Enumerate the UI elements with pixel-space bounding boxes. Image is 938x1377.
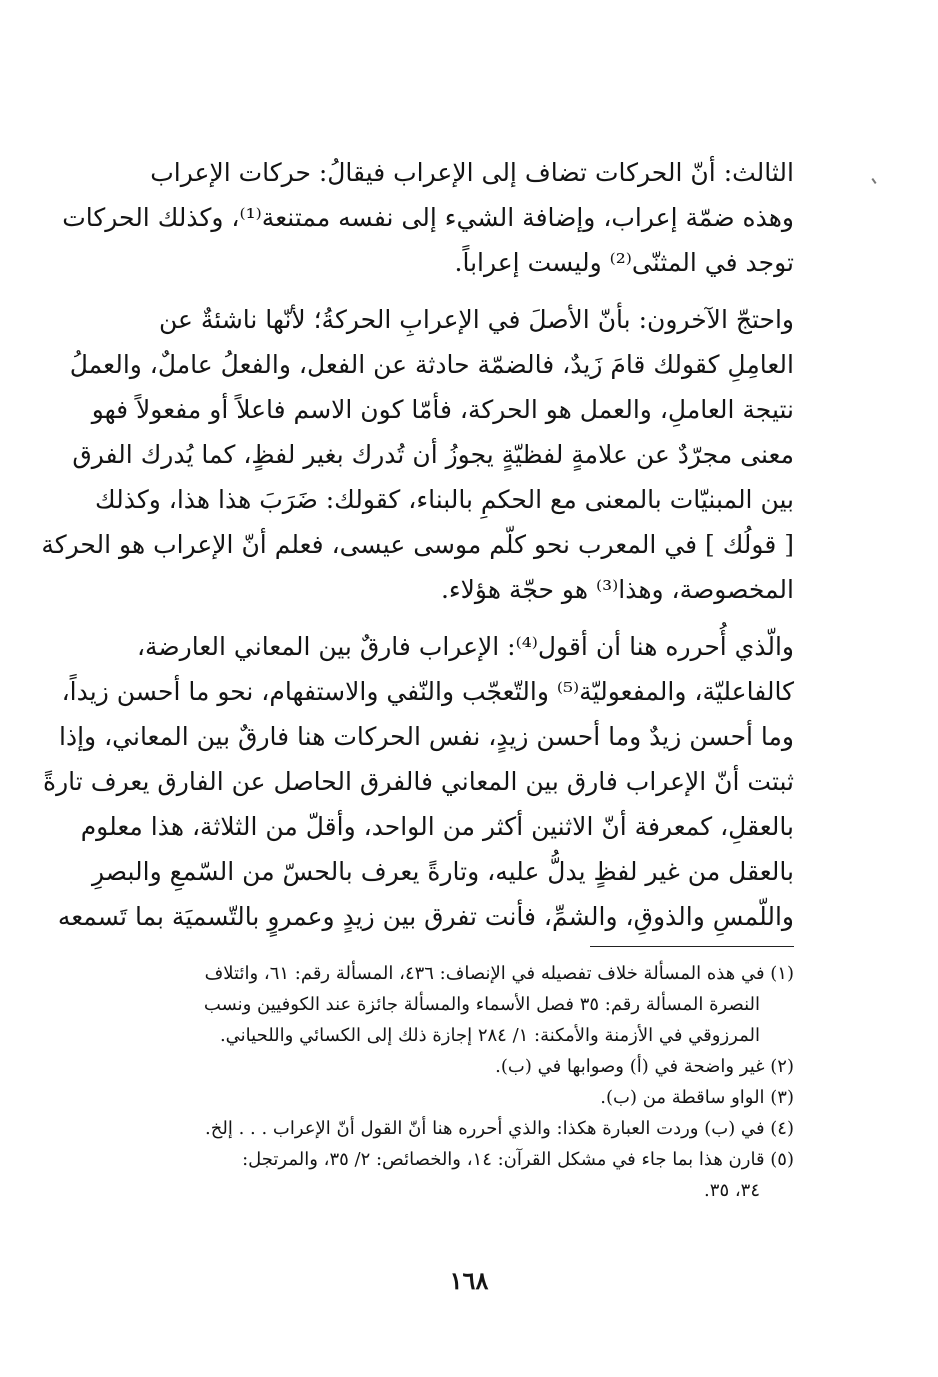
footnote-4 xyxy=(100,1113,794,1144)
text-line: معنى مجرّدٌ عن علامةٍ لفظيّةٍ يجوزُ أن تُدرك بغير لفظٍ، كما يُدرك الفرق xyxy=(72,440,794,469)
paragraph-2 xyxy=(41,297,794,612)
text-line: وما أحسن زيدٌ وما أحسن زيدٍ، نفس الحركات هنا فارقٌ بين المعاني، وإذا xyxy=(59,722,794,751)
footnote-line: المرزوقي في الأزمنة والأمكنة: ١/ ٢٨٤ إجازة ذلك إلى الكسائي واللحياني. xyxy=(219,1025,760,1046)
text-line: توجد في المثنّى⁽²⁾ وليست إعراباً. xyxy=(454,248,794,277)
text-line: كالفاعليّة، والمفعوليّة⁽⁵⁾ والتّعجّب والنّفي والاستفهام، نحو ما أحسن زيداً، xyxy=(61,677,794,706)
text-line: المخصوصة، وهذا⁽³⁾ هو حجّة هؤلاء. xyxy=(440,575,794,604)
footnote-separator xyxy=(590,946,794,947)
footnote-line: النصرة المسألة رقم: ٣٥ فصل الأسماء والمسألة جائزة عند الكوفيين ونسب xyxy=(203,994,760,1015)
footnotes xyxy=(100,958,794,1206)
text-line: بالعقل من غير لفظٍ يدلُّ عليه، وتارةً يعرف بالحسّ من السّمعِ والبصرِ xyxy=(92,857,794,886)
text-line: العامِلِ كقولك قامَ زَيدٌ، فالضمّة حادثة عن الفعل، والفعلُ عاملٌ، والعملُ xyxy=(69,350,794,379)
text-line: واللّمسِ والذوقِ، والشمِّ، فأنت تفرق بين زيدٍ وعمروٍ بالتّسميَة بما تَسمعه xyxy=(57,902,794,931)
text-line: واحتجّ الآخرون: بأنّ الأصلَ في الإعرابِ الحركةُ؛ لأنّها ناشئةٌ عن xyxy=(159,305,794,334)
paragraph-1 xyxy=(62,150,794,285)
footnote-line: (٤) في (ب) وردت العبارة هكذا: والذي أحرره هنا أنّ القول أنّ الإعراب . . . إلخ. xyxy=(205,1118,794,1139)
footnote-line: (٥) قارن هذا بما جاء في مشكل القرآن: ١٤، والخصائص: ٢/ ٣٥، والمرتجل: xyxy=(242,1149,794,1170)
footnote-line: ٣٤، ٣٥. xyxy=(704,1180,760,1201)
paragraph-3 xyxy=(43,624,794,939)
text-line: [ قولُك ] في المعرب نحو كلّم موسى عيسى، فعلم أنّ الإعراب هو الحركة xyxy=(41,530,794,559)
text-line: والّذي أُحرره هنا أن أقول⁽⁴⁾: الإعراب فارقٌ بين المعاني العارضة، xyxy=(136,632,794,661)
footnote-3 xyxy=(100,1082,794,1113)
text-line: ثبتت أنّ الإعراب فارق بين المعاني فالفرق الحاصل عن الفارق يعرف تارةً xyxy=(43,767,794,796)
footnote-2 xyxy=(100,1051,794,1082)
scan-speck xyxy=(871,178,876,184)
footnote-line: (١) في هذه المسألة خلاف تفصيله في الإنصاف: ٤٣٦، المسألة رقم: ٦١، وائتلاف xyxy=(204,963,794,984)
text-line: بالعقلِ، كمعرفة أنّ الاثنين أكثر من الواحد، وأقلّ من الثلاثة، هذا معلوم xyxy=(80,812,794,841)
page-number: ١٦٨ xyxy=(449,1266,489,1295)
footnote-line: (٣) الواو ساقطة من (ب). xyxy=(600,1087,794,1108)
text-line: نتيجة العاملِ، والعمل هو الحركة، فأمّا كون الاسم فاعلاً أو مفعولاً فهو xyxy=(91,395,794,424)
main-text xyxy=(41,150,794,951)
text-line: بين المبنيّات بالمعنى مع الحكمِ بالبناء، كقولك: ضَرَبَ هذا هذا، وكذلك xyxy=(95,485,794,514)
footnote-5 xyxy=(100,1144,794,1206)
footnote-line: (٢) غير واضحة في (أ) وصوابها في (ب). xyxy=(495,1056,794,1077)
text-line: الثالث: أنّ الحركات تضاف إلى الإعراب فيقالُ: حركات الإعراب xyxy=(150,158,794,187)
text-line: وهذه ضمّة إعراب، وإضافة الشيء إلى نفسه ممتنعة⁽¹⁾، وكذلك الحركات xyxy=(62,203,794,232)
footnote-1 xyxy=(100,958,794,1051)
